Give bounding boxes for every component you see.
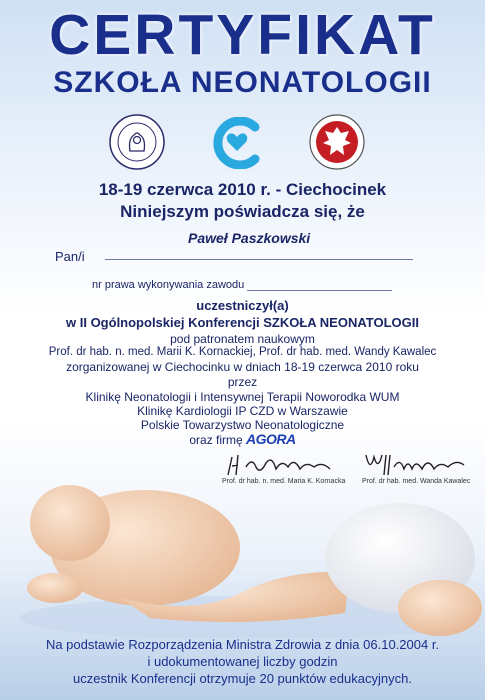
eagle-emblem-icon bbox=[308, 113, 366, 176]
professors-text: Prof. dr hab. n. med. Marii K. Kornackiej, Prof. dr hab. med. Wandy Kawalec bbox=[48, 346, 437, 358]
conference-text: w II Ogólnopolskiej Konferencji SZKOŁA NEONATOLOGII bbox=[66, 315, 419, 330]
footer-line-1: Na podstawie Rozporządzenia Ministra Zdrowia z dnia 06.10.2004 r. bbox=[45, 637, 440, 652]
license-label: nr prawa wykonywania zawodu bbox=[92, 279, 245, 291]
footer-line-2: i udokumentowanej liczby godzin bbox=[147, 654, 338, 669]
organizer-2: Klinikę Kardiologii IP CZD w Warszawie bbox=[137, 404, 348, 418]
society-seal-icon bbox=[108, 113, 166, 176]
name-underline bbox=[105, 259, 413, 260]
certificate-subtitle: SZKOŁA NEONATOLOGII bbox=[53, 66, 432, 99]
certificate-title: CERTYFIKAT bbox=[49, 3, 436, 67]
name-label: Pan/i bbox=[55, 249, 85, 264]
patronage-text: pod patronatem naukowym bbox=[170, 332, 315, 346]
agora-logo: AGORA bbox=[246, 431, 296, 447]
footer-line-3: uczestnik Konferencji otrzymuje 20 punktów edukacyjnych. bbox=[73, 671, 412, 686]
organizer-3: Polskie Towarzystwo Neonatologiczne bbox=[140, 418, 345, 432]
signature-2-caption: Prof. dr hab. med. Wanda Kawalec bbox=[362, 478, 471, 485]
participated-text: uczestniczył(a) bbox=[196, 298, 289, 313]
intro-text: Niniejszym poświadcza się, że bbox=[120, 202, 365, 221]
organizer-1: Klinikę Neonatologii i Intensywnej Terapii Noworodka WUM bbox=[85, 390, 400, 404]
sleeping-baby-photo bbox=[0, 468, 485, 638]
organized-text: zorganizowanej w Ciechocinku w dniach 18-19 czerwca 2010 roku bbox=[66, 360, 419, 374]
event-date-place: 18-19 czerwca 2010 r. - Ciechocinek bbox=[98, 180, 387, 199]
organizer-4-prefix: oraz firmę bbox=[189, 433, 243, 447]
name-value: Paweł Paszkowski bbox=[188, 230, 311, 246]
organizer-4 bbox=[0, 431, 485, 447]
signature-1-caption: Prof. dr hab. n. med. Maria K. Kornacka bbox=[222, 478, 346, 485]
license-underline bbox=[247, 290, 392, 291]
by-text: przez bbox=[227, 375, 258, 389]
heart-c-logo bbox=[208, 117, 266, 174]
